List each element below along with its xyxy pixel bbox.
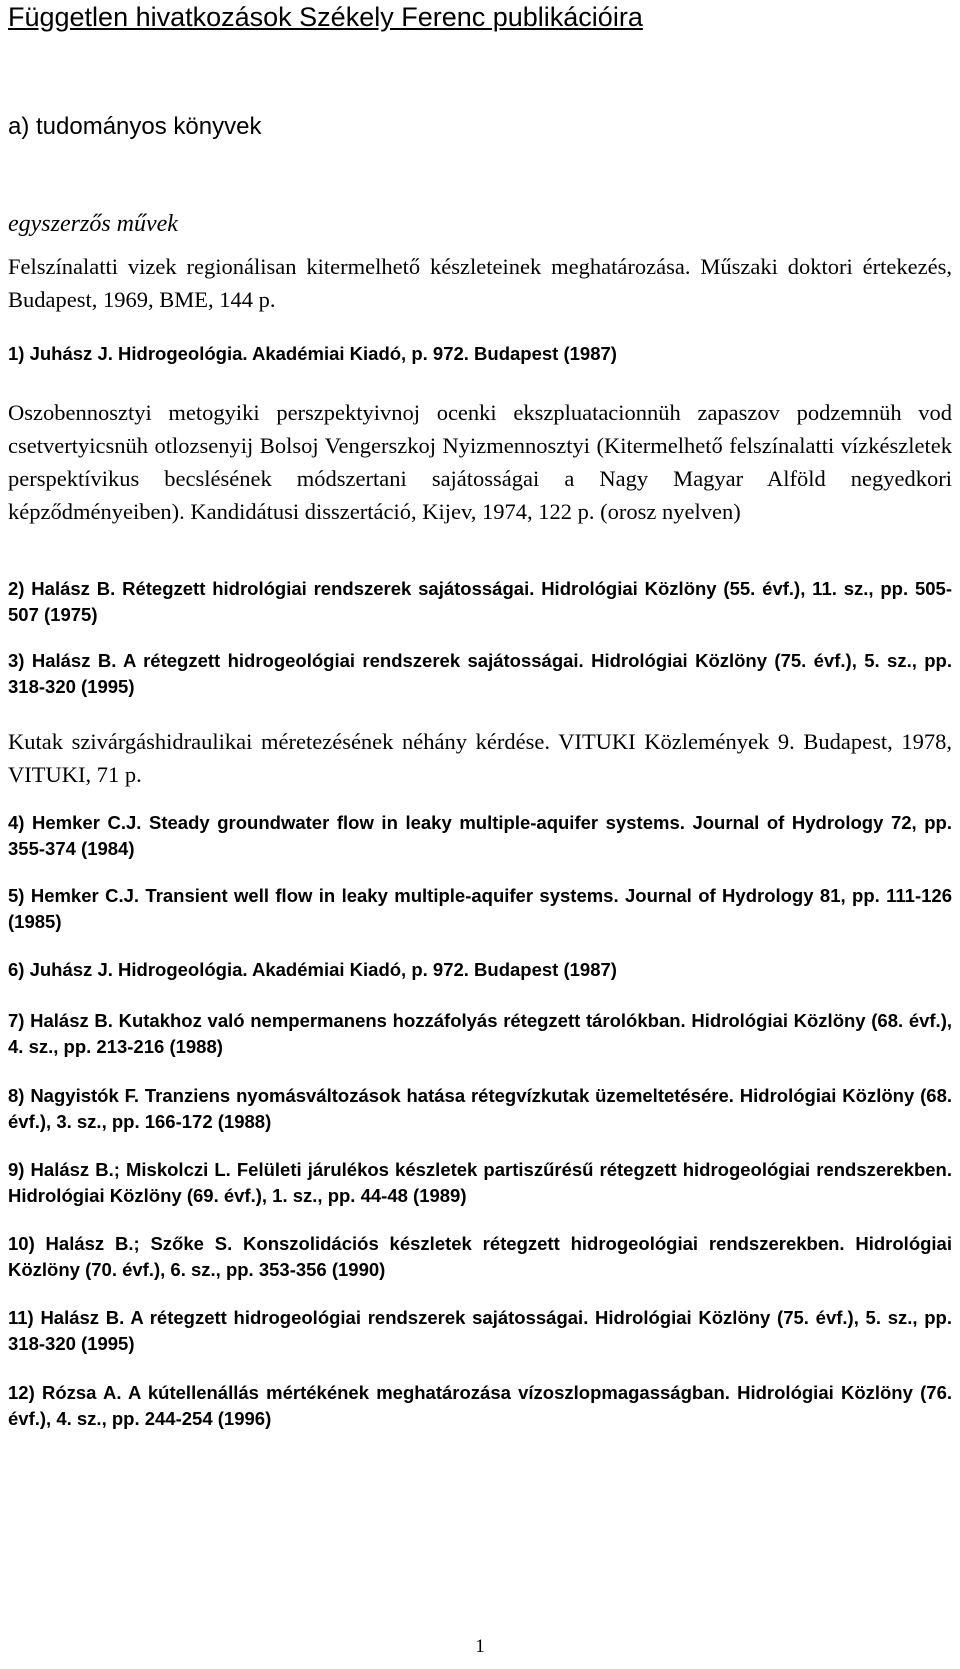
cited-work: Kutak szivárgáshidraulikai méretezésének néhány kérdése. VITUKI Közlemények 9. Budapest, 1978, VITUKI, 71 p.	[8, 729, 952, 787]
citation-entry: 8) Nagyistók F. Tranziens nyomásváltozások hatása rétegvízkutak üzemeltetésére. Hidrológiai Közlöny (68. évf.), 3. sz., pp. 166-172 (1988)	[8, 1085, 952, 1132]
citation-entry: 9) Halász B.; Miskolczi L. Felületi járulékos készletek partiszűrésű rétegzett hidrogeológiai rendszerekben. Hidrológiai Közlöny (69. évf.), 1. sz., pp. 44-48 (1989)	[8, 1159, 952, 1206]
citation-entry: 4) Hemker C.J. Steady groundwater flow in leaky multiple-aquifer systems. Journal of Hydrology 72, pp. 355-374 (1984)	[8, 812, 952, 859]
citation-entry: 5) Hemker C.J. Transient well flow in leaky multiple-aquifer systems. Journal of Hydrology 81, pp. 111-126 (1985)	[8, 885, 952, 932]
subsection-heading: egyszerzős művek	[8, 211, 178, 237]
citation-entry: 3) Halász B. A rétegzett hidrogeológiai rendszerek sajátosságai. Hidrológiai Közlöny (75. évf.), 5. sz., pp. 318-320 (1995)	[8, 650, 952, 697]
citation-entry: 10) Halász B.; Szőke S. Konszolidációs készletek rétegzett hidrogeológiai rendszerekben. Hidrológiai Közlöny (70. évf.), 6. sz., pp. 353-356 (1990)	[8, 1233, 952, 1280]
page-number: 1	[475, 1636, 485, 1657]
citation-entry: 12) Rózsa A. A kútellenállás mértékének meghatározása vízoszlopmagasságban. Hidrológiai Közlöny (76. évf.), 4. sz., pp. 244-254 (1996)	[8, 1382, 952, 1429]
cited-work: Felszínalatti vizek regionálisan kitermelhető készleteinek meghatározása. Műszaki doktori értekezés, Budapest, 1969, BME, 144 p.	[8, 254, 952, 312]
page-title: Független hivatkozások Székely Ferenc publikációira	[8, 2, 643, 32]
citation-entry: 1) Juhász J. Hidrogeológia. Akadémiai Kiadó, p. 972. Budapest (1987)	[8, 343, 617, 364]
citation-entry: 11) Halász B. A rétegzett hidrogeológiai rendszerek sajátosságai. Hidrológiai Közlöny (75. évf.), 5. sz., pp. 318-320 (1995)	[8, 1307, 952, 1354]
citation-entry: 6) Juhász J. Hidrogeológia. Akadémiai Kiadó, p. 972. Budapest (1987)	[8, 959, 617, 980]
section-heading: a) tudományos könyvek	[8, 113, 262, 140]
cited-work: Oszobennosztyi metogyiki perszpektyivnoj ocenki ekszpluatacionnüh zapaszov podzemnüh vod csetvertyicsnüh otlozsenyij Bolsoj Vengerszkoj Nyizmennosztyi (Kitermelhető felszínalatti vízkészletek perspektívikus becslésének módszertani sajátosságai a Nagy Magyar Alföld negyedkori képződményeiben). Kandidátusi disszertáció, Kijev, 1974, 122 p. (orosz nyelven)	[8, 400, 952, 524]
citation-entry: 2) Halász B. Rétegzett hidrológiai rendszerek sajátosságai. Hidrológiai Közlöny (55. évf.), 11. sz., pp. 505-507 (1975)	[8, 578, 952, 625]
citation-entry: 7) Halász B. Kutakhoz való nempermanens hozzáfolyás rétegzett tárolókban. Hidrológiai Közlöny (68. évf.), 4. sz., pp. 213-216 (1988)	[8, 1010, 952, 1057]
document-page	[8, 0, 952, 1669]
